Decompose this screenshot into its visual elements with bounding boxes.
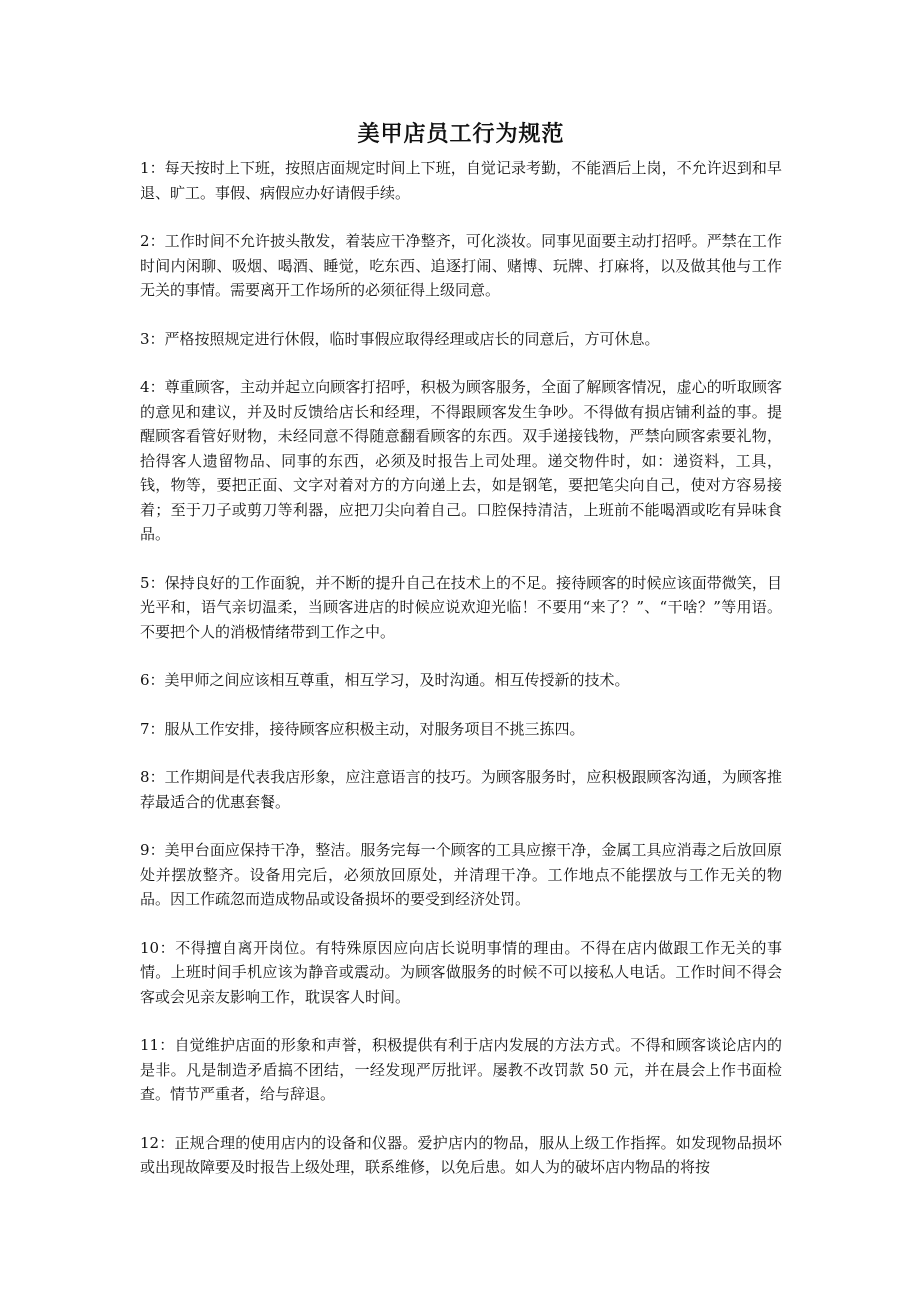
rules-list (140, 156, 782, 1180)
document-title: 美甲店员工行为规范 (357, 121, 565, 147)
document-page (140, 118, 782, 1180)
rule-5: 5：保持良好的工作面貌，并不断的提升自己在技术上的不足。接待顾客的时候应该面带微笑，目光平和，语气亲切温柔，当顾客进店的时候应说欢迎光临！不要用“来了？”、“干啥？”等用语。不要把个人的消极情绪带到工作之中。 (140, 573, 782, 641)
rule-9: 9：美甲台面应保持干净，整洁。服务完每一个顾客的工具应擦干净，金属工具应消毒之后放回原处并摆放整齐。设备用完后，必须放回原处，并清理干净。工作地点不能摆放与工作无关的物品。因工作疏忽而造成物品或设备损坏的要受到经济处罚。 (140, 841, 782, 908)
rule-1: 1：每天按时上下班，按照店面规定时间上下班，自觉记录考勤，不能酒后上岗，不允许迟到和早退、旷工。事假、病假应办好请假手续。 (140, 159, 782, 202)
rule-2: 2：工作时间不允许披头散发，着装应干净整齐，可化淡妆。同事见面要主动打招呼。严禁在工作时间内闲聊、吸烟、喝酒、睡觉，吃东西、追逐打闹、赌博、玩牌、打麻将，以及做其他与工作无关的事情。需要离开工作场所的必须征得上级同意。 (140, 232, 782, 299)
rule-11: 11：自觉维护店面的形象和声誉，积极提供有利于店内发展的方法方式。不得和顾客谈论店内的是非。凡是制造矛盾搞不团结，一经发现严厉批评。屡教不改罚款 50 元，并在晨会上作书面检查。情节严重者，给与辞退。 (140, 1036, 782, 1103)
rule-4: 4：尊重顾客，主动并起立向顾客打招呼，积极为顾客服务，全面了解顾客情况，虚心的听取顾客的意见和建议，并及时反馈给店长和经理，不得跟顾客发生争吵。不得做有损店铺利益的事。提醒顾客看管好财物，未经同意不得随意翻看顾客的东西。双手递接钱物，严禁向顾客索要礼物，拾得客人遗留物品、同事的东西，必须及时报告上司处理。递交物件时，如：递资料，工具，钱，物等，要把正面、文字对着对方的方向递上去，如是钢笔，要把笔尖向自己，使对方容易接着；至于刀子或剪刀等利器，应把刀尖向着自己。口腔保持清洁，上班前不能喝酒或吃有异味食品。 (140, 378, 782, 543)
rule-7: 7：服从工作安排，接待顾客应积极主动，对服务项目不挑三拣四。 (140, 719, 585, 738)
rule-3: 3：严格按照规定进行休假，临时事假应取得经理或店长的同意后，方可休息。 (140, 329, 660, 348)
rule-8: 8：工作期间是代表我店形象，应注意语言的技巧。为顾客服务时，应积极跟顾客沟通，为顾客推荐最适合的优惠套餐。 (140, 768, 782, 811)
rule-6: 6：美甲师之间应该相互尊重，相互学习，及时沟通。相互传授新的技术。 (140, 671, 630, 689)
rule-10: 10：不得擅自离开岗位。有特殊原因应向店长说明事情的理由。不得在店内做跟工作无关的事情。上班时间手机应该为静音或震动。为顾客做服务的时候不可以接私人电话。工作时间不得会客或会见亲友影响工作，耽误客人时间。 (140, 938, 782, 1006)
rule-12: 12：正规合理的使用店内的设备和仪器。爱护店内的物品，服从上级工作指挥。如发现物品损坏或出现故障要及时报告上级处理，联系维修，以免后患。如人为的破坏店内物品的将按 (140, 1133, 782, 1176)
